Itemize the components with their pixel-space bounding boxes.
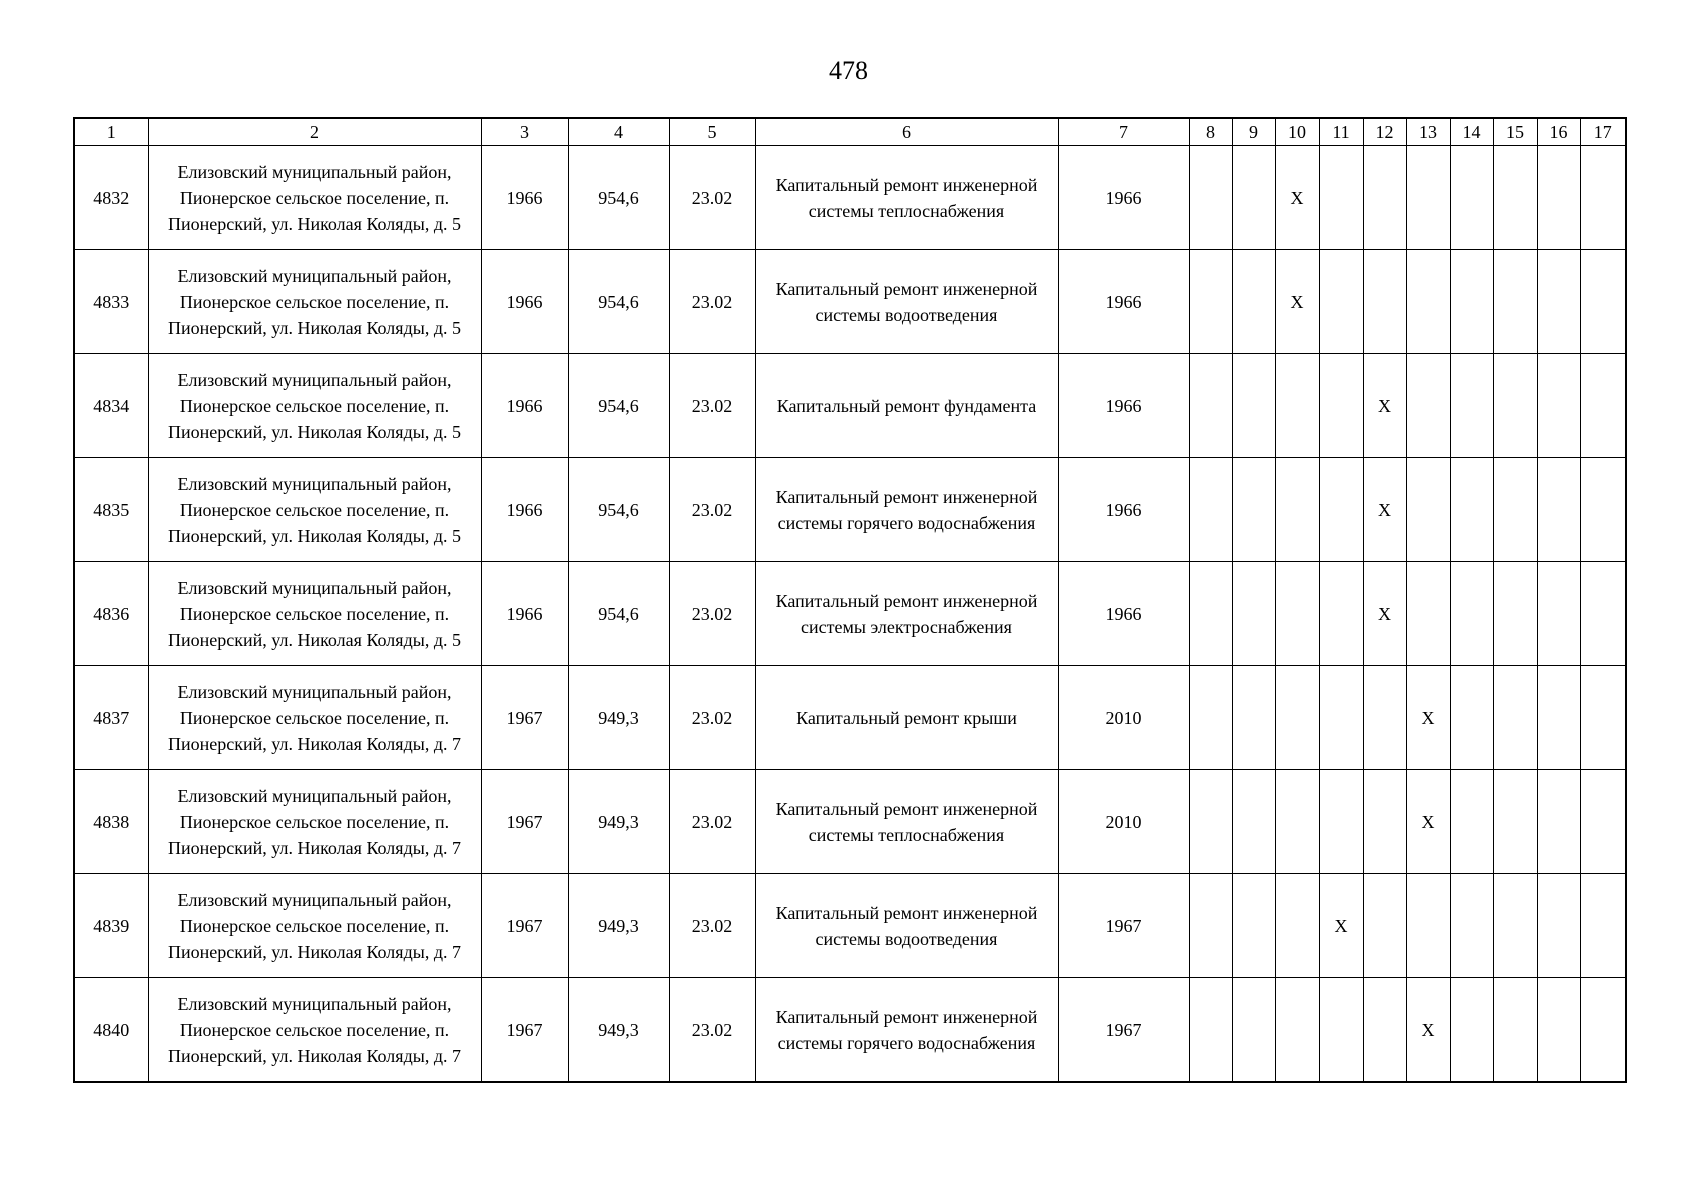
table-row — [74, 250, 1626, 354]
capital-repair-table — [73, 117, 1627, 1083]
period-cell-8 — [1189, 770, 1232, 874]
repair-year-cell: 1966 — [1058, 250, 1189, 354]
period-mark-cell: X — [1406, 770, 1450, 874]
column-header-6: 6 — [755, 118, 1058, 146]
build-year-cell: 1966 — [481, 354, 568, 458]
period-cell-16 — [1537, 978, 1580, 1083]
column-header-3: 3 — [481, 118, 568, 146]
period-cell-8 — [1189, 354, 1232, 458]
work-type-cell: Капитальный ремонт крыши — [755, 666, 1058, 770]
address-cell: Елизовский муниципальный район, Пионерское сельское поселение, п. Пионерский, ул. Николая Коляды, д. 7 — [148, 770, 481, 874]
area-cell: 949,3 — [568, 874, 669, 978]
period-cell-14 — [1450, 874, 1493, 978]
page-number: 478 — [829, 56, 868, 85]
repair-year-cell: 2010 — [1058, 770, 1189, 874]
build-year-cell: 1966 — [481, 250, 568, 354]
repair-year-cell: 1966 — [1058, 354, 1189, 458]
work-type-cell: Капитальный ремонт инженерной системы теплоснабжения — [755, 770, 1058, 874]
period-cell-14 — [1450, 146, 1493, 250]
period-cell-15 — [1493, 978, 1537, 1083]
period-cell-9 — [1232, 978, 1275, 1083]
code-cell: 23.02 — [669, 250, 755, 354]
column-header-2: 2 — [148, 118, 481, 146]
area-cell: 954,6 — [568, 146, 669, 250]
column-header-13: 13 — [1406, 118, 1450, 146]
period-cell-17 — [1580, 978, 1626, 1083]
build-year-cell: 1966 — [481, 562, 568, 666]
period-cell-12 — [1363, 978, 1406, 1083]
period-cell-16 — [1537, 666, 1580, 770]
column-header-4: 4 — [568, 118, 669, 146]
period-cell-16 — [1537, 770, 1580, 874]
period-cell-15 — [1493, 354, 1537, 458]
code-cell: 23.02 — [669, 562, 755, 666]
period-cell-10 — [1275, 354, 1319, 458]
period-cell-17 — [1580, 562, 1626, 666]
work-type-cell: Капитальный ремонт инженерной системы горячего водоснабжения — [755, 978, 1058, 1083]
build-year-cell: 1966 — [481, 146, 568, 250]
table-row — [74, 978, 1626, 1083]
area-cell: 949,3 — [568, 666, 669, 770]
period-cell-11 — [1319, 978, 1363, 1083]
period-cell-16 — [1537, 874, 1580, 978]
period-cell-12 — [1363, 874, 1406, 978]
column-header-1: 1 — [74, 118, 148, 146]
period-cell-9 — [1232, 458, 1275, 562]
period-mark-cell: X — [1363, 458, 1406, 562]
period-cell-15 — [1493, 770, 1537, 874]
address-cell: Елизовский муниципальный район, Пионерское сельское поселение, п. Пионерский, ул. Николая Коляды, д. 7 — [148, 874, 481, 978]
column-header-16: 16 — [1537, 118, 1580, 146]
period-cell-10 — [1275, 458, 1319, 562]
row-number-cell: 4840 — [74, 978, 148, 1083]
period-cell-9 — [1232, 354, 1275, 458]
address-cell: Елизовский муниципальный район, Пионерское сельское поселение, п. Пионерский, ул. Николая Коляды, д. 5 — [148, 354, 481, 458]
period-mark-cell: X — [1363, 354, 1406, 458]
period-cell-11 — [1319, 146, 1363, 250]
code-cell: 23.02 — [669, 354, 755, 458]
row-number-cell: 4836 — [74, 562, 148, 666]
area-cell: 954,6 — [568, 562, 669, 666]
period-cell-14 — [1450, 770, 1493, 874]
period-cell-12 — [1363, 146, 1406, 250]
row-number-cell: 4837 — [74, 666, 148, 770]
period-cell-15 — [1493, 458, 1537, 562]
period-cell-15 — [1493, 562, 1537, 666]
period-cell-17 — [1580, 666, 1626, 770]
period-cell-8 — [1189, 666, 1232, 770]
period-cell-9 — [1232, 146, 1275, 250]
column-header-14: 14 — [1450, 118, 1493, 146]
code-cell: 23.02 — [669, 874, 755, 978]
row-number-cell: 4839 — [74, 874, 148, 978]
period-cell-13 — [1406, 458, 1450, 562]
repair-year-cell: 1967 — [1058, 978, 1189, 1083]
area-cell: 954,6 — [568, 354, 669, 458]
period-cell-14 — [1450, 666, 1493, 770]
column-header-17: 17 — [1580, 118, 1626, 146]
row-number-cell: 4835 — [74, 458, 148, 562]
column-header-9: 9 — [1232, 118, 1275, 146]
period-cell-15 — [1493, 874, 1537, 978]
address-cell: Елизовский муниципальный район, Пионерское сельское поселение, п. Пионерский, ул. Николая Коляды, д. 7 — [148, 666, 481, 770]
period-cell-14 — [1450, 978, 1493, 1083]
work-type-cell: Капитальный ремонт инженерной системы горячего водоснабжения — [755, 458, 1058, 562]
table-row — [74, 458, 1626, 562]
period-mark-cell: X — [1275, 146, 1319, 250]
period-mark-cell: X — [1363, 562, 1406, 666]
column-header-12: 12 — [1363, 118, 1406, 146]
period-cell-11 — [1319, 666, 1363, 770]
repair-year-cell: 1967 — [1058, 874, 1189, 978]
period-cell-11 — [1319, 250, 1363, 354]
build-year-cell: 1967 — [481, 874, 568, 978]
period-cell-11 — [1319, 354, 1363, 458]
period-cell-13 — [1406, 874, 1450, 978]
period-cell-14 — [1450, 562, 1493, 666]
work-type-cell: Капитальный ремонт инженерной системы электроснабжения — [755, 562, 1058, 666]
repair-year-cell: 1966 — [1058, 146, 1189, 250]
work-type-cell: Капитальный ремонт инженерной системы теплоснабжения — [755, 146, 1058, 250]
table-row — [74, 666, 1626, 770]
period-cell-9 — [1232, 770, 1275, 874]
period-mark-cell: X — [1275, 250, 1319, 354]
period-cell-16 — [1537, 146, 1580, 250]
code-cell: 23.02 — [669, 458, 755, 562]
column-number-row — [74, 118, 1626, 146]
column-header-8: 8 — [1189, 118, 1232, 146]
period-cell-9 — [1232, 250, 1275, 354]
period-cell-17 — [1580, 250, 1626, 354]
build-year-cell: 1967 — [481, 770, 568, 874]
table-row — [74, 562, 1626, 666]
period-cell-14 — [1450, 458, 1493, 562]
period-cell-8 — [1189, 250, 1232, 354]
period-cell-10 — [1275, 562, 1319, 666]
period-cell-9 — [1232, 874, 1275, 978]
period-cell-17 — [1580, 146, 1626, 250]
address-cell: Елизовский муниципальный район, Пионерское сельское поселение, п. Пионерский, ул. Николая Коляды, д. 7 — [148, 978, 481, 1083]
period-cell-8 — [1189, 458, 1232, 562]
period-mark-cell: X — [1406, 978, 1450, 1083]
code-cell: 23.02 — [669, 146, 755, 250]
period-cell-12 — [1363, 250, 1406, 354]
period-cell-10 — [1275, 666, 1319, 770]
code-cell: 23.02 — [669, 770, 755, 874]
period-mark-cell: X — [1406, 666, 1450, 770]
period-mark-cell: X — [1319, 874, 1363, 978]
work-type-cell: Капитальный ремонт инженерной системы водоотведения — [755, 250, 1058, 354]
period-cell-12 — [1363, 666, 1406, 770]
period-cell-10 — [1275, 978, 1319, 1083]
period-cell-11 — [1319, 770, 1363, 874]
period-cell-17 — [1580, 458, 1626, 562]
column-header-5: 5 — [669, 118, 755, 146]
period-cell-8 — [1189, 146, 1232, 250]
table-row — [74, 146, 1626, 250]
row-number-cell: 4838 — [74, 770, 148, 874]
area-cell: 954,6 — [568, 250, 669, 354]
column-header-7: 7 — [1058, 118, 1189, 146]
period-cell-16 — [1537, 250, 1580, 354]
period-cell-10 — [1275, 770, 1319, 874]
period-cell-16 — [1537, 458, 1580, 562]
column-header-10: 10 — [1275, 118, 1319, 146]
column-header-11: 11 — [1319, 118, 1363, 146]
table-row — [74, 874, 1626, 978]
period-cell-15 — [1493, 250, 1537, 354]
period-cell-10 — [1275, 874, 1319, 978]
table-row — [74, 770, 1626, 874]
period-cell-14 — [1450, 354, 1493, 458]
table-row — [74, 354, 1626, 458]
area-cell: 949,3 — [568, 770, 669, 874]
code-cell: 23.02 — [669, 666, 755, 770]
period-cell-8 — [1189, 874, 1232, 978]
period-cell-9 — [1232, 562, 1275, 666]
period-cell-13 — [1406, 562, 1450, 666]
row-number-cell: 4833 — [74, 250, 148, 354]
area-cell: 949,3 — [568, 978, 669, 1083]
period-cell-16 — [1537, 562, 1580, 666]
period-cell-17 — [1580, 874, 1626, 978]
period-cell-13 — [1406, 354, 1450, 458]
period-cell-17 — [1580, 354, 1626, 458]
period-cell-11 — [1319, 562, 1363, 666]
area-cell: 954,6 — [568, 458, 669, 562]
work-type-cell: Капитальный ремонт фундамента — [755, 354, 1058, 458]
work-type-cell: Капитальный ремонт инженерной системы водоотведения — [755, 874, 1058, 978]
address-cell: Елизовский муниципальный район, Пионерское сельское поселение, п. Пионерский, ул. Николая Коляды, д. 5 — [148, 146, 481, 250]
period-cell-9 — [1232, 666, 1275, 770]
period-cell-11 — [1319, 458, 1363, 562]
table-body — [74, 146, 1626, 1083]
column-header-15: 15 — [1493, 118, 1537, 146]
period-cell-16 — [1537, 354, 1580, 458]
repair-year-cell: 1966 — [1058, 562, 1189, 666]
period-cell-8 — [1189, 978, 1232, 1083]
period-cell-13 — [1406, 250, 1450, 354]
address-cell: Елизовский муниципальный район, Пионерское сельское поселение, п. Пионерский, ул. Николая Коляды, д. 5 — [148, 562, 481, 666]
address-cell: Елизовский муниципальный район, Пионерское сельское поселение, п. Пионерский, ул. Николая Коляды, д. 5 — [148, 250, 481, 354]
build-year-cell: 1967 — [481, 978, 568, 1083]
period-cell-12 — [1363, 770, 1406, 874]
period-cell-14 — [1450, 250, 1493, 354]
repair-year-cell: 2010 — [1058, 666, 1189, 770]
address-cell: Елизовский муниципальный район, Пионерское сельское поселение, п. Пионерский, ул. Николая Коляды, д. 5 — [148, 458, 481, 562]
build-year-cell: 1967 — [481, 666, 568, 770]
period-cell-15 — [1493, 146, 1537, 250]
period-cell-17 — [1580, 770, 1626, 874]
code-cell: 23.02 — [669, 978, 755, 1083]
period-cell-15 — [1493, 666, 1537, 770]
period-cell-8 — [1189, 562, 1232, 666]
repair-year-cell: 1966 — [1058, 458, 1189, 562]
period-cell-13 — [1406, 146, 1450, 250]
row-number-cell: 4832 — [74, 146, 148, 250]
row-number-cell: 4834 — [74, 354, 148, 458]
build-year-cell: 1966 — [481, 458, 568, 562]
